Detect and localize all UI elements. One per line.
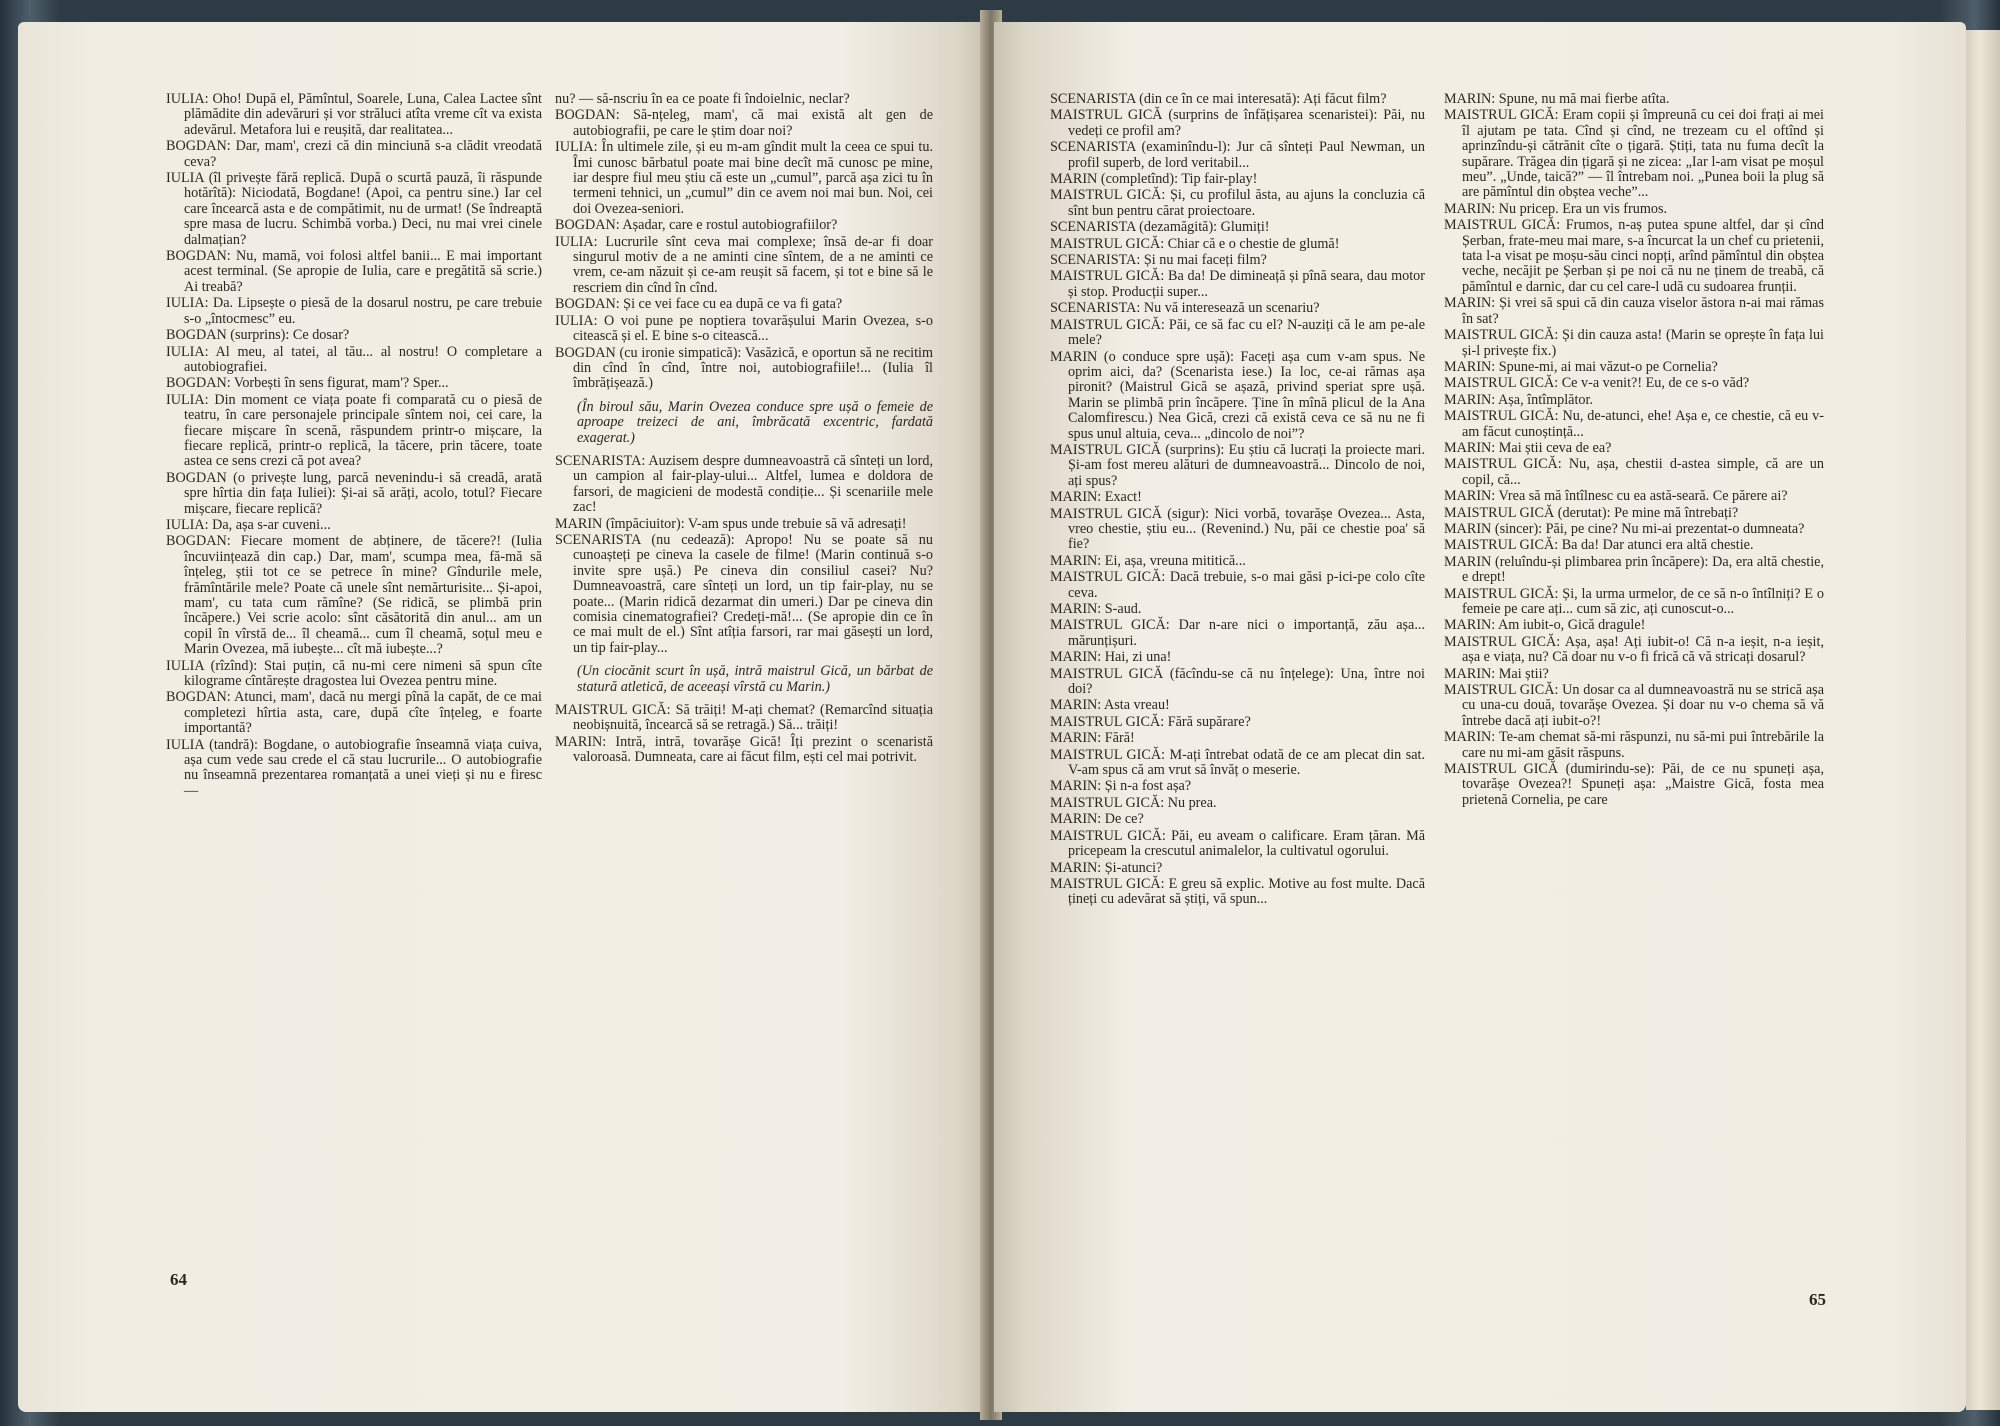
dialogue-line: BOGDAN: Așadar, care e rostul autobiografiilor?: [555, 217, 838, 234]
dialogue-line: MARIN: Ei, așa, vreuna mititică...: [1050, 552, 1246, 569]
dialogue-line: MARIN (împăciuitor): V-am spus unde trebuie să vă adresați!: [555, 515, 907, 532]
dialogue-line: MARIN: De ce?: [1050, 811, 1144, 828]
dialogue-line: MARIN: Exact!: [1050, 489, 1142, 506]
dialogue-line: IULIA (tandră): Bogdane, o autobiografie înseamnă viața cuiva, așa cum vede sau crede el că stau lucrurile... O autobiografie nu înseamnă prezentarea romanțată a unei vieți și nu e firesc —: [166, 736, 542, 799]
dialogue-line: MAISTRUL GICĂ: Păi, eu aveam o calificare. Eram țăran. Mă pricepeam la crescutul animalelor, la cultivatul ogorului.: [1050, 827, 1425, 860]
dialogue-line: SCENARISTA (dezamăgită): Glumiți!: [1050, 219, 1270, 236]
dialogue-line: MAISTRUL GICĂ (surprins de înfățișarea scenaristei): Păi, nu vedeți ce profil am?: [1050, 107, 1425, 139]
dialogue-line: MAISTRUL GICĂ: Păi, ce să fac cu el? N-auziți că le am pe-ale mele?: [1050, 316, 1425, 349]
stage-direction: (Un ciocănit scurt în ușă, intră maistrul Gică, un bărbat de statură atletică, de aceeași vîrstă cu Marin.): [577, 663, 933, 695]
dialogue-line: MAISTRUL GICĂ: Ce v-a venit?! Eu, de ce s-o văd?: [1444, 375, 1750, 392]
dialogue-line: SCENARISTA: Și nu mai faceți film?: [1050, 252, 1267, 269]
page-number-left: 64: [170, 1270, 187, 1289]
dialogue-line: MAISTRUL GICĂ: Ba da! Dar atunci era altă chestie.: [1444, 537, 1754, 554]
dialogue-line: MAISTRUL GICĂ: Nu, așa, chestii d-astea simple, că are un copil, că...: [1444, 456, 1824, 488]
dialogue-line: IULIA: O voi pune pe noptiera tovarășului Marin Ovezea, s-o citească și el. E bine s-o citească...: [555, 312, 933, 345]
dialogue-line: MARIN: Vrea să mă întîlnesc cu ea astă-seară. Ce părere ai?: [1444, 488, 1788, 505]
dialogue-line: MAISTRUL GICĂ: Eram copii și împreună cu cei doi frați ai mei îl ajutam pe tata. Cînd și cînd, ne trezeam cu el oftînd și aprinzîndu-și cătrănit cîte o țigară. Știți, tata nu fuma decît la supărare. Trăgea din țigară și ne zicea: „Iar l-am visat pe moșul meu”. „Unde, taică?” — îl întrebam noi. „Punea boii la plug să are pămîntul din obștea veche”...: [1444, 107, 1824, 201]
right-page-column-1: [1050, 92, 1425, 909]
dialogue-line: IULIA: Al meu, al tatei, al tău... al nostru! O completare a autobiografiei.: [166, 343, 542, 375]
dialogue-line: IULIA: Oho! După el, Pămîntul, Soarele, Luna, Calea Lactee sînt plămădite din adevăruri și vor străluci atîta vreme cît va exista adevărul. Metafora lui e reușită, dar realitatea...: [166, 91, 542, 138]
dialogue-line: MAISTRUL GICĂ: Ba da! De dimineață și pînă seara, dau motor și stop. Producții super...: [1050, 268, 1425, 300]
dialogue-line: MARIN: S-aud.: [1050, 601, 1142, 617]
dialogue-line: MAISTRUL GICĂ: M-ați întrebat odată de ce am plecat din sat. V-am spus că am vrut să învăț o meserie.: [1050, 746, 1425, 779]
dialogue-line: BOGDAN (cu ironie simpatică): Vasăzică, e oportun să ne recitim din cînd în cînd, între noi, autobiografiile!... (Iulia îl îmbrățișează.): [555, 344, 933, 392]
dialogue-line: MAISTRUL GICĂ: Dacă trebuie, s-o mai găsi p-ici-pe colo cîte ceva.: [1050, 569, 1425, 601]
dialogue-line: IULIA: Lucrurile sînt ceva mai complexe; însă de-ar fi doar singurul motiv de a ne aminti cine sîntem, de a ne aminti ce vrem, ce-am năzuit și ce-am reușit să facem, și tot e bine să le rescriem din cînd în cînd.: [555, 233, 933, 296]
dialogue-line: MARIN: Și n-a fost așa?: [1050, 778, 1192, 795]
dialogue-line: MAISTRUL GICĂ (derutat): Pe mine mă întrebați?: [1444, 504, 1739, 521]
page-number-right: 65: [1809, 1290, 1826, 1309]
dialogue-line: MARIN: Și-atunci?: [1050, 859, 1163, 876]
dialogue-line: MARIN (o conduce spre ușă): Faceți așa cum v-am spus. Ne oprim aici, da? (Scenarista iese.) Ia loc, ce-ai rămas așa pironit? (Maistrul Gică se așază, privind speriat spre ușă. Marin se plimbă prin încăpere. Ține în mînă plicul de la Ana Calomfirescu.) Nea Gică, crezi că există ceva ce să nu ne fi spus unul altuia, ceva... „dincolo de noi”?: [1050, 348, 1425, 442]
dialogue-line: MAISTRUL GICĂ (sigur): Nici vorbă, tovarășe Ovezea... Asta, vreo chestie, știu eu... (Revenind.) Nu, păi ce chestie poa' să fie?: [1050, 505, 1425, 553]
dialogue-line: MAISTRUL GICĂ: Dar n-are nici o importanță, zău așa... mărunțișuri.: [1050, 617, 1425, 649]
dialogue-line: MAISTRUL GICĂ: Să trăiți! M-ați chemat? (Remarcînd situația neobișnuită, încearcă să se retragă.) Să... trăiți!: [555, 702, 933, 734]
dialogue-line: MARIN: Fără!: [1050, 730, 1135, 747]
dialogue-line: IULIA: Din moment ce viața poate fi comparată cu o piesă de teatru, în care personajele principale sîntem noi, cei care, la fiecare mișcare în scenă, răspundem printr-o mișcare, la fiecare replică, printr-o replică, la tăcere, prin tăcere, toate astea ce sens crezi că pot avea?: [166, 391, 542, 470]
dialogue-line: MAISTRUL GICĂ (dumirindu-se): Păi, de ce nu spuneți așa, tovarășe Ovezea?! Spuneți așa: „Maistre Gică, fosta mea prietenă Cornelia, pe care: [1444, 761, 1824, 808]
dialogue-line: MARIN: Nu pricep. Era un vis frumos.: [1444, 200, 1668, 217]
dialogue-line: IULIA: În ultimele zile, și eu m-am gîndit mult la ceea ce spui tu. Îmi cunosc bărbatul poate mai bine decît mă cunosc pe mine, iar despre fiul meu știu că este un „cumul”, parcă așa zici tu în termeni tehnici, un „cumul” din ce avem noi mai bun. Noi, cei doi Ovezea-seniori.: [555, 139, 933, 217]
dialogue-line: MARIN: Hai, zi una!: [1050, 649, 1172, 666]
dialogue-line: BOGDAN: Dar, mam', crezi că din minciună s-a clădit vreodată ceva?: [166, 138, 542, 170]
dialogue-line: IULIA (rîzînd): Stai puțin, că nu-mi cere nimeni să spun cîte kilograme cîntărește dragostea lui Ovezea pentru mine.: [166, 657, 542, 690]
left-page-column-1: [166, 92, 542, 800]
dialogue-line: MARIN: Așa, întîmplător.: [1444, 391, 1593, 408]
dialogue-line: MARIN (reluîndu-și plimbarea prin încăpere): Da, era altă chestie, e drept!: [1444, 553, 1824, 586]
dialogue-line: MARIN: Mai știi?: [1444, 665, 1549, 682]
dialogue-line: MAISTRUL GICĂ: Nu prea.: [1050, 794, 1217, 811]
dialogue-line: BOGDAN: Fiecare moment de abținere, de tăcere?! (Iulia încuviințează din cap.) Dar, mam', scumpa mea, fă-mă să înțeleg, știi tot ce se petrece în mine? Gîndurile mele, frămîntările mele? Poate că unele sînt nemărturisite... Și-apoi, mam', cu tata cum rămîne? (Se ridică, se plimbă prin încăpere.) Vei scrie acolo: sînt căsătorită din anul... am un copil în vîrstă de... îl cheamă... cum îl cheamă, soțul meu e Marin Ovezea, mă iubește... cît mă iubește...?: [166, 533, 542, 658]
dialogue-line: MAISTRUL GICĂ: Așa, așa! Ați iubit-o! Că n-a ieșit, n-a ieșit, așa e viața, nu? Că doar nu v-o fi frică că vă stricați dosarul?: [1444, 633, 1824, 666]
dialogue-line: nu? — să-nscriu în ea ce poate fi îndoielnic, neclar?: [555, 91, 850, 107]
dialogue-line: MARIN: Mai știi ceva de ea?: [1444, 439, 1612, 456]
dialogue-line: MAISTRUL GICĂ (făcîndu-se că nu înțelege): Una, între noi doi?: [1050, 665, 1425, 698]
right-page-column-2: [1444, 92, 1824, 809]
dialogue-line: MAISTRUL GICĂ: Nu, de-atunci, ehe! Așa e, ce chestie, că eu v-am făcut cunoștință...: [1444, 408, 1824, 440]
dialogue-line: BOGDAN: Să-nțeleg, mam', că mai există alt gen de autobiografii, pe care le știm doar noi?: [555, 107, 933, 139]
dialogue-line: MAISTRUL GICĂ: Chiar că e o chestie de glumă!: [1050, 235, 1340, 252]
dialogue-line: BOGDAN: Atunci, mam', dacă nu mergi pînă la capăt, de ce mai completezi hîrtia asta, care, după cîte înțeleg, e foarte importantă?: [166, 689, 542, 737]
dialogue-line: SCENARISTA (din ce în ce mai interesată): Ați făcut film?: [1050, 91, 1387, 107]
dialogue-line: BOGDAN: Și ce vei face cu ea după ce va fi gata?: [555, 296, 843, 313]
dialogue-line: SCENARISTA (nu cedează): Apropo! Nu se poate să nu cunoașteți pe cineva la casele de filme! (Marin continuă s-o invite spre ușă.) Pe cineva din consiliul casei? Nu? Dumneavoastră, care sînteți un lord, un tip fair-play, nu se poate... (Marin ridică dezarmat din umeri.) Dar pe cineva din comisia cinematografiei? Credeți-mă!... (Se apropie din ce în ce mai mult de el.) Sînt atîția farsori, rar mai găsești un lord, un tip fair-play...: [555, 531, 933, 656]
dialogue-line: IULIA: Da, așa s-ar cuveni...: [166, 516, 331, 533]
dialogue-line: MAISTRUL GICĂ: Un dosar ca al dumneavoastră nu se strică așa cu una-cu două, tovarășe Ovezea. Și doar nu v-o chema să vă întrebe dacă ați iubit-o?!: [1444, 682, 1824, 729]
dialogue-line: SCENARISTA: Nu vă interesează un scenariu?: [1050, 300, 1320, 317]
dialogue-line: BOGDAN: Nu, mamă, voi folosi altfel banii... E mai important acest terminal. (Se apropie de Iulia, care e pregătită să scrie.) Ai treabă?: [166, 248, 542, 295]
dialogue-line: MARIN: Asta vreau!: [1050, 697, 1170, 714]
dialogue-line: MAISTRUL GICĂ: E greu să explic. Motive au fost multe. Dacă țineți cu adevărat să știți, vă spun...: [1050, 875, 1425, 908]
dialogue-line: MARIN: Și vrei să spui că din cauza viselor ăstora n-ai mai rămas în sat?: [1444, 295, 1824, 327]
book-edge: [1966, 30, 2000, 1410]
dialogue-line: MARIN: Am iubit-o, Gică dragule!: [1444, 617, 1646, 634]
dialogue-line: MARIN: Intră, intră, tovarășe Gică! Îți prezint o scenaristă valoroasă. Dumneata, care ai făcut film, ești cel mai potrivit.: [555, 733, 933, 766]
dialogue-line: BOGDAN: Vorbești în sens figurat, mam'? Sper...: [166, 375, 449, 392]
dialogue-line: MAISTRUL GICĂ: Și, cu profilul ăsta, au ajuns la concluzia că sînt bun pentru cărat proiectoare.: [1050, 187, 1425, 219]
stage-direction: (În biroul său, Marin Ovezea conduce spre ușă o femeie de aproape treizeci de ani, îmbrăcată excentric, fardată exagerat.): [577, 398, 933, 446]
dialogue-line: MARIN (completînd): Tip fair-play!: [1050, 171, 1258, 188]
left-page: [18, 22, 986, 1412]
left-page-column-2: [555, 92, 933, 767]
dialogue-line: MARIN: Te-am chemat să-mi răspunzi, nu să-mi pui întrebările la care nu mi-am găsit răspuns.: [1444, 729, 1824, 761]
dialogue-line: MARIN: Spune, nu mă mai fierbe atîta.: [1444, 91, 1670, 107]
dialogue-line: BOGDAN (surprins): Ce dosar?: [166, 327, 350, 344]
dialogue-line: IULIA (îl privește fără replică. După o scurtă pauză, îi răspunde hotărîtă): Niciodată, Bogdane! (Apoi, ca pentru sine.) Iar cel care încearcă asta e de compătimit, nu de urmat! (Se îndreaptă spre masa de lucru. Schimbă vorba.) Deci, nu mai vrei cinele dalmațian?: [166, 170, 542, 248]
dialogue-line: MAISTRUL GICĂ: Frumos, n-aș putea spune altfel, dar și cînd Șerban, frate-meu mai mare, s-a încurcat la un chef cu prietenii, tata l-a visat pe moșu-său cinci nopți, arînd pămîntul din obștea veche, necăjit pe Șerban și pe noi că nu ne ținem de treabă, că pămîntul e darnic, dar cu cel care-l udă cu sudoarea frunții.: [1444, 217, 1825, 295]
dialogue-line: MARIN (sincer): Păi, pe cine? Nu mi-ai prezentat-o dumneata?: [1444, 520, 1805, 537]
dialogue-line: MAISTRUL GICĂ: Și din cauza asta! (Marin se oprește în fața lui și-l privește fix.): [1444, 327, 1824, 359]
dialogue-line: IULIA: Da. Lipsește o piesă de la dosarul nostru, pe care trebuie s-o „întocmesc” eu.: [166, 295, 542, 327]
dialogue-line: SCENARISTA (examinîndu-l): Jur că sînteți Paul Newman, un profil superb, de lord veritabil...: [1050, 139, 1425, 171]
dialogue-line: MAISTRUL GICĂ: Și, la urma urmelor, de ce să n-o întîlniți? E o femeie pe care ați... cum să zic, ați cunoscut-o...: [1444, 585, 1824, 617]
dialogue-line: MARIN: Spune-mi, ai mai văzut-o pe Cornelia?: [1444, 358, 1718, 375]
dialogue-line: MAISTRUL GICĂ (surprins): Eu știu că lucrați la proiecte mari. Și-am fost mereu alături de dumneavoastră... Dincolo de noi, ați spus?: [1050, 441, 1425, 489]
dialogue-line: MAISTRUL GICĂ: Fără supărare?: [1050, 713, 1251, 730]
dialogue-line: SCENARISTA: Auzisem despre dumneavoastră că sînteți un lord, un campion al fair-play-ului... Altfel, lumea e doldora de farsori, de magicieni de modestă condiție... Și scenariile mele zac!: [555, 452, 933, 516]
dialogue-line: BOGDAN (o privește lung, parcă nevenindu-i să creadă, arată spre hîrtia din fața Iuliei): Și-ai să arăți, acolo, totul? Fiecare mișcare, fiecare replică?: [166, 469, 542, 517]
right-page: [994, 22, 1966, 1412]
